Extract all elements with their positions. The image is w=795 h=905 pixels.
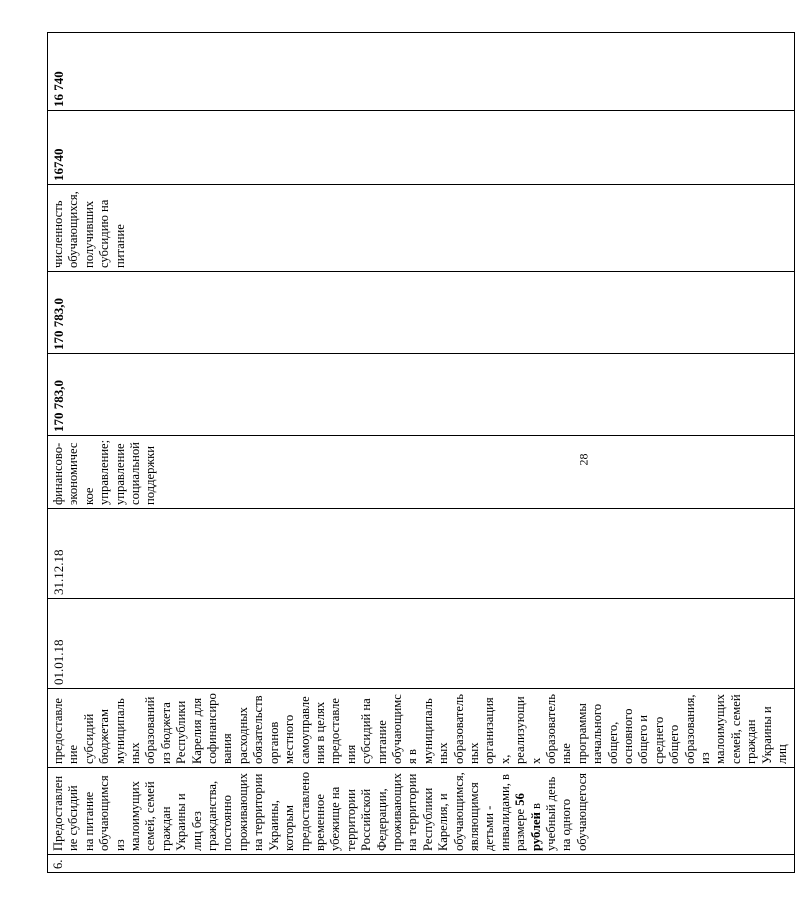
end-date-cell: 31.12.18 — [48, 509, 795, 599]
row-number-cell: 6. — [48, 855, 795, 873]
event-text-part2: в учебный день на одного обучающегося — [528, 773, 589, 851]
direction-cell: предоставление субсидий бюджетам муниципальных образований из бюджета Республики Карелия для софинансирования расходных обязательств органов местного самоуправления в целях предоставления субсидий на питание обучающимся в муниципальных образовательных организациях, реализующих образовательные программы начального общего, основного общего и среднего общего образования, из малоимущих семей, семей граждан Украины и лиц — [48, 689, 795, 768]
event-cell — [48, 768, 795, 855]
value-1-cell: 16740 — [48, 111, 795, 185]
indicator-cell: численность обучающихся, получивших субсидию на питание — [48, 185, 795, 272]
value-2-cell: 16 740 — [48, 33, 795, 111]
start-date-cell: 01.01.18 — [48, 599, 795, 689]
page-number: 28 — [576, 453, 591, 466]
amount-1-cell: 170 783,0 — [48, 354, 795, 436]
amount-2-cell: 170 783,0 — [48, 272, 795, 354]
responsible-cell: финансово-экономическое управление; управление социальной поддержки — [48, 436, 795, 509]
measures-table — [47, 32, 795, 873]
table-row — [48, 33, 795, 873]
event-amount-bold: 56 рублей — [513, 793, 543, 851]
event-text-part1: Предоставление субсидий на питание обучающимся из малоимущих семей, семей граждан Украины и лиц без гражданства, постоянно проживающих на территории Украины, которым предоставлено временное убежище на территории Российской Федерации, проживающих на территории Республики Карелия, и обучающимся, являющимся детьми - инвалидами, в размере — [51, 771, 528, 851]
